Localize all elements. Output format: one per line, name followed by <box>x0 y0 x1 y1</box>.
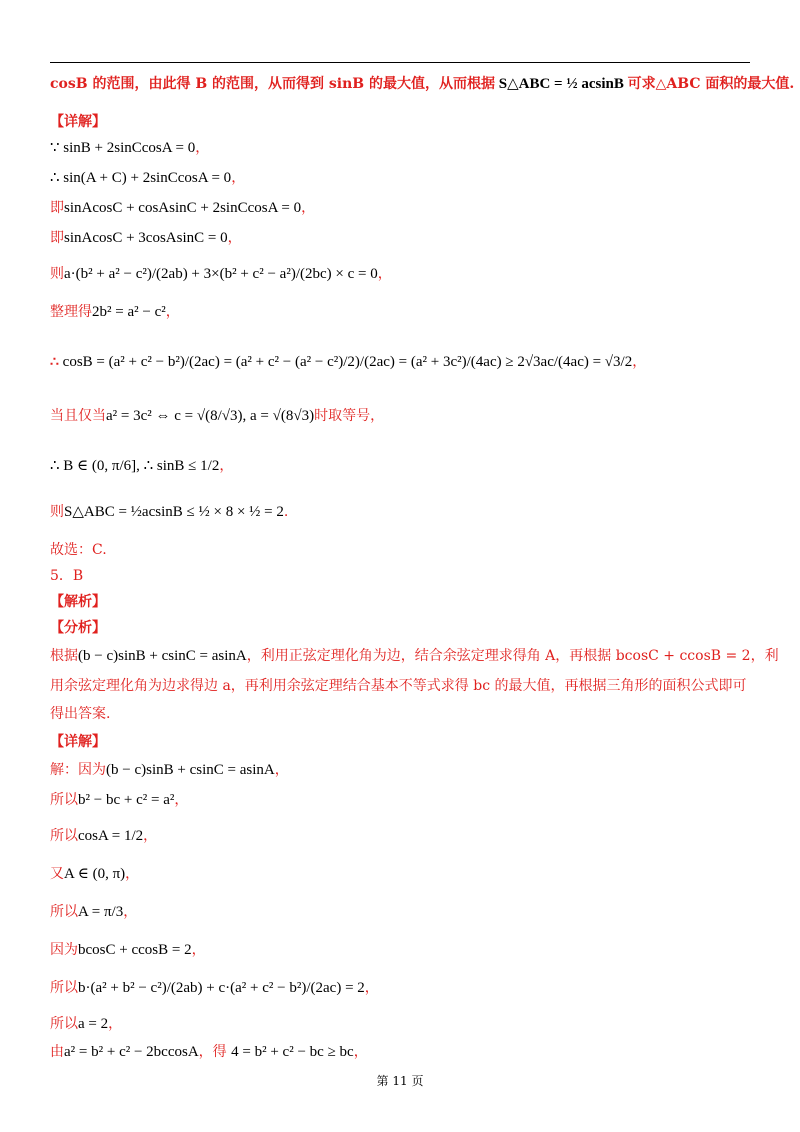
line-14: 【解析】 <box>50 594 106 610</box>
line-28: 由a² = b² + c² − 2bccosA，得 4 = b² + c² − bc ≥ bc， <box>50 1044 368 1060</box>
line-3: ∴ sin(A + C) + 2sinCcosA = 0， <box>50 170 246 186</box>
line-2: ∵ sinB + 2sinCcosA = 0， <box>50 140 210 156</box>
line-24: 所以A = π/3， <box>50 904 138 920</box>
line-4: 即sinAcosC + cosAsinC + 2sinCcosA = 0， <box>50 200 316 216</box>
line-15: 【分析】 <box>50 620 106 636</box>
line-18: 得出答案. <box>50 706 111 722</box>
line-9: 当且仅当a² = 3c² ⇔ c = √(8/√3), a = √(8√3)时取等号， <box>50 408 385 424</box>
line-10: ∴ B ∈ (0, π/6], ∴ sinB ≤ 1/2， <box>50 458 234 474</box>
header-rule <box>50 62 750 63</box>
line-6: 则a·(b² + a² − c²)/(2ab) + 3×(b² + c² − a²)/(2bc) × c = 0， <box>50 266 392 282</box>
line-5: 即sinAcosC + 3cosAsinC = 0， <box>50 230 242 246</box>
line-16: 根据(b − c)sinB + csinC = asinA，利用正弦定理化角为边，结合余弦定理求得角 A，再根据 bcosC + ccosB = 2，利 <box>50 648 779 664</box>
answer-5: 5．B <box>50 568 84 584</box>
line-20: 解：因为(b − c)sinB + csinC = asinA， <box>50 762 289 778</box>
line-7: 整理得2b² = a² − c²， <box>50 304 180 320</box>
line-27: 所以a = 2， <box>50 1016 123 1032</box>
line-8: ∴ cosB = (a² + c² − b²)/(2ac) = (a² + c² − (a² − c²)/2)/(2ac) = (a² + 3c²)/(4ac) ≥ 2√3ac/(4ac) = √3/2， <box>50 354 647 370</box>
line-23: 又A ∈ (0, π)， <box>50 866 140 882</box>
page-footer: 第 11 页 <box>376 1074 424 1088</box>
line-11: 则S△ABC = ½acsinB ≤ ½ × 8 × ½ = 2. <box>50 504 289 520</box>
line-22: 所以cosA = 1/2， <box>50 828 158 844</box>
line-25: 因为bcosC + ccosB = 2， <box>50 942 206 958</box>
line-19: 【详解】 <box>50 734 106 750</box>
line-1: 【详解】 <box>50 114 106 130</box>
line-0: cosB 的范围，由此得 B 的范围，从而得到 sinB 的最大值，从而根据 S△ABC = ½ acsinB 可求△ABC 面积的最大值. <box>50 76 795 92</box>
line-12: 故选：C. <box>50 542 107 558</box>
line-21: 所以b² − bc + c² = a²， <box>50 792 189 808</box>
line-17: 用余弦定理化角为边求得边 a，再利用余弦定理结合基本不等式求得 bc 的最大值，再根据三角形的面积公式即可 <box>50 678 747 694</box>
line-26: 所以b·(a² + b² − c²)/(2ab) + c·(a² + c² − b²)/(2ac) = 2， <box>50 980 379 996</box>
